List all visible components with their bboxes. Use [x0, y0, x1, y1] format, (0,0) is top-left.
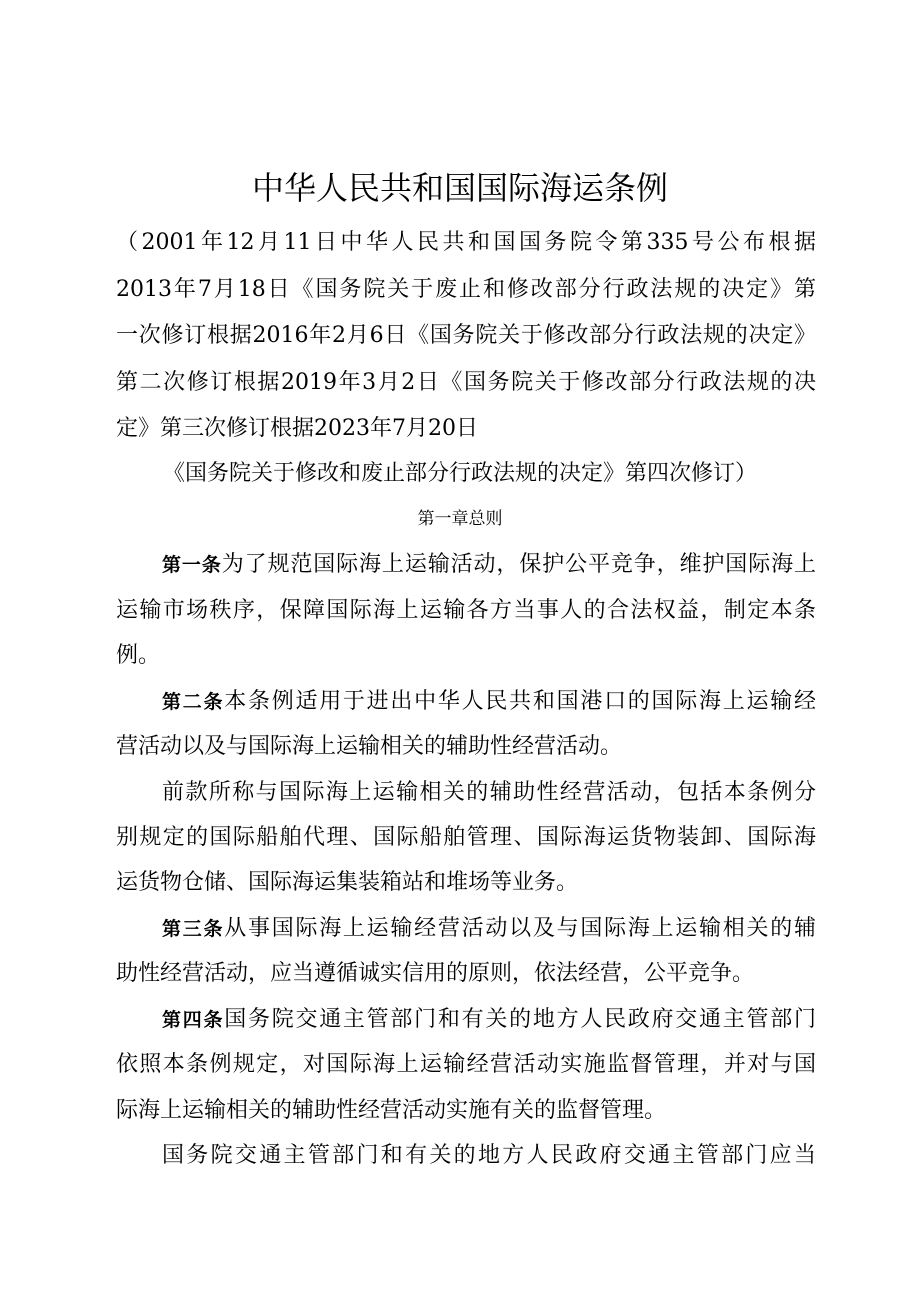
article-1-line — [162, 550, 816, 580]
article-2-line — [162, 687, 816, 717]
article-4-para2-line: 国务院交通主管部门和有关的地方人民政府交通主管部门应当 — [162, 1143, 816, 1168]
preamble-line: 一次修订根据2016年2月6日《国务院关于修改部分行政法规的决定》 — [116, 323, 816, 348]
article-2-para2-line: 前款所称与国际海上运输相关的辅助性经营活动，包括本条例分 — [162, 780, 816, 805]
article-4-line — [162, 1005, 816, 1035]
article-4-line: 际海上运输相关的辅助性经营活动实施有关的监督管理。 — [116, 1098, 667, 1123]
preamble-line: 《国务院关于修改和废止部分行政法规的决定》第四次修订） — [162, 461, 757, 486]
article-1-line: 运输市场秩序，保障国际海上运输各方当事人的合法权益，制定本条 — [116, 598, 816, 623]
article-4-label: 第四条 — [162, 1009, 225, 1031]
preamble-line: （2001年12月11日中华人民共和国国务院令第335号公布根据 — [116, 230, 816, 255]
preamble-line: 定》第三次修订根据2023年7月20日 — [116, 416, 478, 441]
article-1-label: 第一条 — [162, 554, 222, 576]
article-3-text: 从事国际海上运输经营活动以及与国际海上运输相关的辅 — [224, 916, 816, 941]
article-3-line — [162, 914, 816, 944]
article-4-text: 国务院交通主管部门和有关的地方人民政府交通主管部门 — [224, 1007, 816, 1032]
preamble-line: 第二次修订根据2019年3月2日《国务院关于修改部分行政法规的决 — [116, 370, 816, 395]
article-2-para2-line: 别规定的国际船舶代理、国际船舶管理、国际海运货物装卸、国际海 — [116, 825, 816, 850]
article-1-text: 为了规范国际海上运输活动，保护公平竞争，维护国际海上 — [221, 552, 816, 577]
article-2-text: 本条例适用于进出中华人民共和国港口的国际海上运输经 — [224, 689, 816, 714]
article-2-line: 营活动以及与国际海上运输相关的辅助性经营活动。 — [116, 734, 623, 759]
document-title: 中华人民共和国国际海运条例 — [251, 169, 668, 207]
article-3-label: 第三条 — [162, 918, 225, 940]
chapter-title: 第一章总则 — [417, 509, 503, 529]
article-2-label: 第二条 — [162, 691, 225, 713]
article-3-line: 助性经营活动，应当遵循诚实信用的原则，依法经营，公平竞争。 — [116, 961, 755, 986]
preamble-line: 2013年7月18日《国务院关于废止和修改部分行政法规的决定》第 — [116, 277, 816, 302]
article-4-line: 依照本条例规定，对国际海上运输经营活动实施监督管理，并对与国 — [116, 1052, 816, 1077]
article-1-line: 例。 — [116, 643, 161, 668]
article-2-para2-line: 运货物仓储、国际海运集装箱站和堆场等业务。 — [116, 870, 579, 895]
